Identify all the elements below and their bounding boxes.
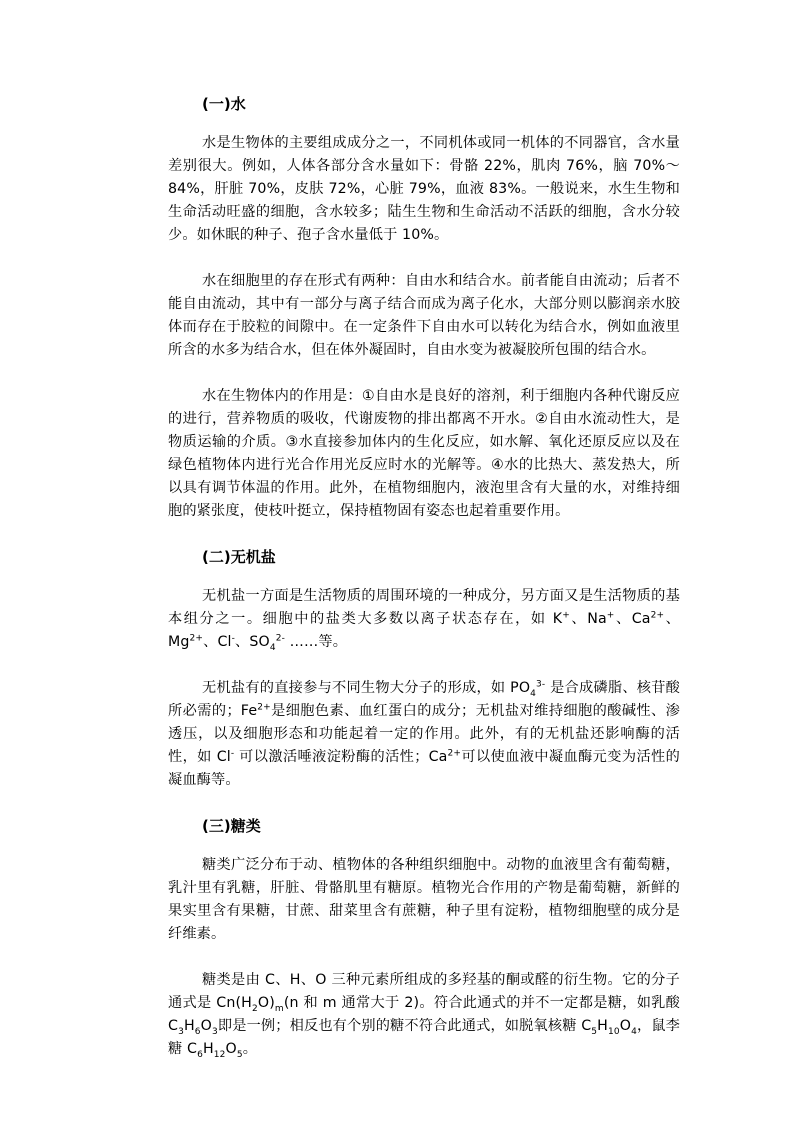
paragraph-sugar-distribution: 糖类广泛分布于动、植物体的各种组织细胞中。动物的血液里含有葡萄糖，乳汁里有乳糖，肝脏、骨骼肌里有糖原。植物光合作用的产物是葡萄糖，新鲜的果实里含有果糖，甘蔗、甜菜里含有蔗糖，种子里有淀粉，植物细胞壁的成分是纤维素。 — [168, 857, 680, 942]
section-heading-water: (一)水 — [202, 95, 246, 113]
text-segment: 即是一例；相反也有个别的糖不符合此通式，如脱氧核糖 C — [217, 1018, 592, 1034]
text-segment: 是合成磷脂、核苷酸所必需的；Fe — [168, 680, 680, 719]
superscript: + — [606, 610, 615, 621]
superscript: 2+ — [650, 610, 665, 621]
text-segment: 、Cl — [203, 634, 232, 650]
text-segment: 可以使血液中凝血酶元变为活性的凝血酶等。 — [168, 749, 680, 788]
text-segment: O) — [257, 995, 275, 1011]
subscript: 4 — [631, 1026, 637, 1037]
text-segment: O — [225, 1041, 237, 1057]
text-segment: H — [597, 1018, 608, 1034]
subscript: 6 — [194, 1026, 201, 1037]
superscript: 3- — [536, 679, 546, 690]
superscript: 2+ — [189, 633, 204, 644]
superscript: 2+ — [447, 748, 462, 759]
subscript: 3 — [178, 1026, 184, 1037]
subscript: 3 — [212, 1026, 218, 1037]
superscript: + — [562, 610, 570, 621]
superscript: - — [230, 748, 235, 759]
text-segment: H — [202, 1041, 214, 1057]
text-segment: 、Na — [569, 611, 607, 627]
text-segment: (n 和 m 通常大于 2)。符合此通式的并不一定都是糖，如乳酸 C — [168, 995, 681, 1034]
superscript: 2- — [275, 633, 286, 644]
paragraph-water-functions: 水在生物体内的作用是：①自由水是良好的溶剂，利于细胞内各种代谢反应的进行，营养物质的吸收，代谢废物的排出都离不开水。②自由水流动性大，是物质运输的介质。③水直接参加体内的生化反应，如水解、氧化还原反应以及在绿色植物体内进行光合作用光反应时水的光解等。④水的比热大、蒸发热大，所以具有调节体温的作用。此外，在植物细胞内，液泡里含有大量的水，对维持细胞的紧张度，使枝叶挺立，保持植物固有姿态也起着重要作用。 — [168, 388, 680, 519]
subscript: 4 — [269, 642, 276, 653]
subscript: 6 — [197, 1049, 203, 1060]
text-segment: 是细胞色素、血红蛋白的成分；无机盐对维持细胞的酸碱性、渗透压，以及细胞形态和功能起着一定的作用。此外，有的无机盐还影响酶的活性，如 Cl — [168, 703, 681, 765]
subscript: 5 — [591, 1026, 598, 1037]
subscript: 4 — [530, 688, 537, 699]
text-segment: O — [619, 1018, 632, 1034]
paragraph-salts-functions — [168, 677, 680, 792]
superscript: 2+ — [257, 702, 271, 713]
subscript: 12 — [213, 1049, 226, 1060]
text-segment: H — [183, 1018, 195, 1034]
text-segment: 糖类是由 C、H、O 三种元素所组成的多羟基的酮或醛的衍生物。它的分子通式是 Cn(H — [168, 972, 680, 1011]
text-segment: ，鼠李糖 C — [168, 1018, 681, 1057]
subscript: 10 — [607, 1026, 620, 1037]
paragraph-salts-ions — [168, 585, 680, 654]
text-segment: 无机盐有的直接参与不同生物大分子的形成，如 PO — [202, 680, 531, 696]
text-segment: 无机盐一方面是生活物质的周围环境的一种成分，另方面又是生活物质的基本组分之一。细胞中的盐类大多数以离子状态存在，如 K — [168, 588, 680, 627]
text-segment: ……等。 — [285, 634, 348, 650]
paragraph-sugar-formula — [168, 969, 680, 1061]
text-segment: O — [200, 1018, 212, 1034]
text-segment: 可以激活唾液淀粉酶的活性；Ca — [234, 749, 448, 765]
text-segment: 、Ca — [614, 611, 651, 627]
subscript: 5 — [236, 1049, 243, 1060]
text-segment: 。 — [242, 1041, 258, 1057]
text-segment: 、SO — [235, 634, 270, 650]
subscript: m — [274, 1003, 284, 1014]
paragraph-water-forms: 水在细胞里的存在形式有两种：自由水和结合水。前者能自由流动；后者不能自由流动，其中有一部分与离子结合而成为离子化水，大部分则以膨润亲水胶体而存在于胶粒的间隙中。在一定条件下自由水可以转化为结合水，例如血液里所含的水多为结合水，但在体外凝固时，自由水变为被凝胶所包围的结合水。 — [168, 273, 680, 358]
document-page — [168, 93, 680, 1084]
text-segment: 、Mg — [168, 611, 680, 650]
section-heading-inorganic-salts: (二)无机盐 — [202, 548, 276, 566]
section-heading-carbohydrates: (三)糖类 — [202, 817, 261, 835]
paragraph-water-content: 水是生物体的主要组成成分之一，不同机体或同一机体的不同器官，含水量差别很大。例如，人体各部分含水量如下：骨骼 22%，肌肉 76%，脑 70%～84%，肝脏 70%，皮肤 72%，心脏 79%，血液 83%。一般说来，水生生物和生命活动旺盛的细胞，含水较多；陆生生物和生命活动不活跃的细胞，含水分较少。如休眠的种子、孢子含水量低于 10%。 — [168, 135, 680, 243]
superscript: - — [231, 633, 236, 644]
subscript: 2 — [252, 1003, 258, 1014]
